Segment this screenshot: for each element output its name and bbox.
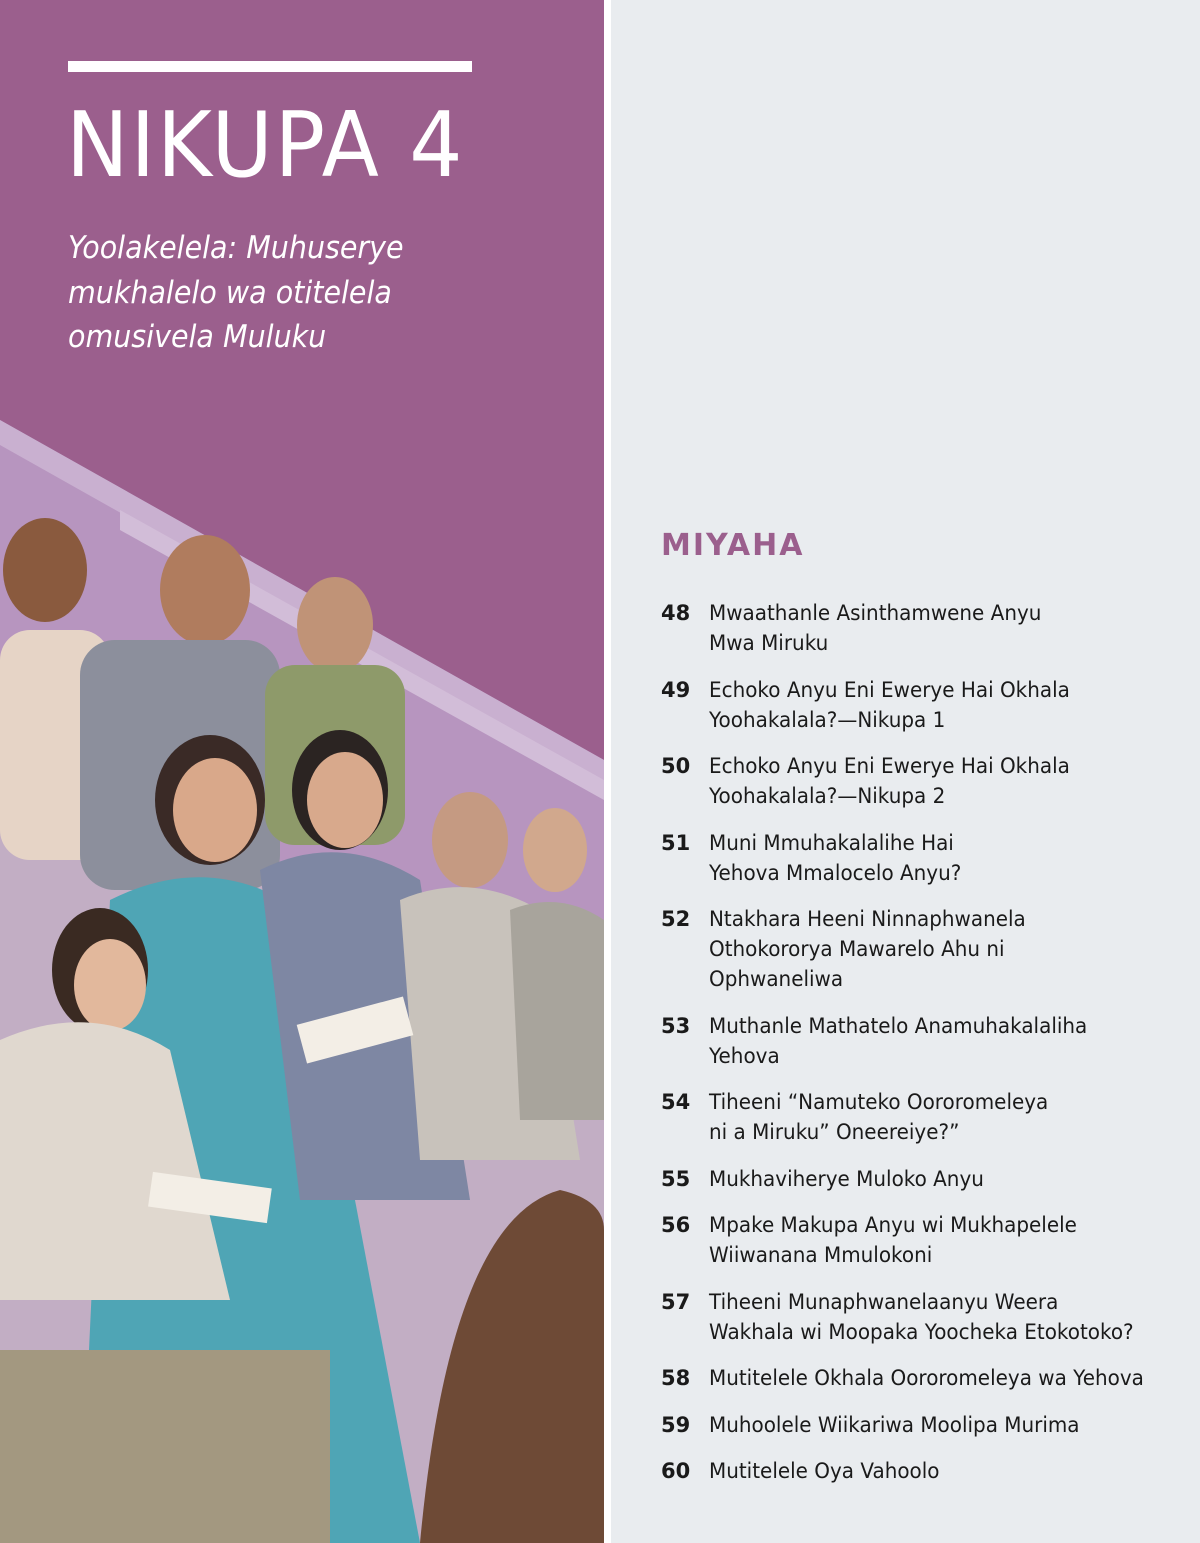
title-rule	[68, 61, 472, 72]
page-gutter	[604, 0, 611, 1543]
lesson-title-line: Wakhala wi Moopaka Yoocheka Etokotoko?	[709, 1319, 1134, 1344]
lesson-title-line: Wiiwanana Mmulokoni	[709, 1243, 933, 1267]
contents-item[interactable]	[661, 598, 1181, 658]
contents-item[interactable]	[661, 751, 1181, 811]
subtitle-line: Yoolakelela: Muhuserye	[68, 230, 404, 266]
lesson-number: 51	[661, 830, 691, 855]
contents-item[interactable]	[661, 675, 1181, 735]
lesson-number: 48	[661, 601, 691, 625]
lesson-title-line: Mutitelele Okhala Oororomeleya wa Yehova	[709, 1366, 1144, 1390]
lesson-number: 57	[661, 1289, 691, 1314]
lesson-title	[709, 1287, 1156, 1347]
lesson-title-line: Yehova	[709, 1043, 780, 1068]
lesson-title	[709, 904, 1042, 994]
lesson-number: 49	[661, 677, 691, 702]
lesson-title-line: Muthanle Mathatelo Anamuhakalaliha	[709, 1013, 1088, 1038]
contents-item[interactable]	[661, 1287, 1181, 1347]
lesson-title-line: Echoko Anyu Eni Ewerye Hai Okhala	[709, 754, 1070, 778]
lesson-number: 50	[661, 754, 691, 778]
contents-item[interactable]	[661, 1087, 1181, 1147]
lesson-title	[709, 1410, 1099, 1440]
congregation-illustration	[0, 400, 604, 1543]
contents-item[interactable]	[661, 1363, 1181, 1393]
lesson-title-line: Ntakhara Heeni Ninnaphwanela	[709, 907, 1026, 931]
lesson-number: 55	[661, 1166, 691, 1191]
lesson-title-line: Mukhaviherye Muloko Anyu	[709, 1166, 984, 1191]
lesson-number: 52	[661, 907, 691, 931]
lesson-title	[709, 1087, 1066, 1147]
lesson-number: 56	[661, 1213, 691, 1237]
lesson-title-line: Muhoolele Wiikariwa Moolipa Murima	[709, 1412, 1080, 1437]
lesson-number: 59	[661, 1412, 691, 1437]
contents-heading: MIYAHA	[661, 528, 805, 563]
lesson-title	[709, 1164, 998, 1194]
page-title: NIKUPA 4	[66, 93, 465, 198]
lesson-number: 54	[661, 1090, 691, 1114]
lesson-title-line: Tiheeni Munaphwanelaanyu Weera	[709, 1289, 1059, 1314]
contents-item[interactable]	[661, 1410, 1181, 1440]
lesson-title-line: Yoohakalala?—Nikupa 1	[709, 707, 946, 732]
contents-item[interactable]	[661, 828, 1181, 888]
lesson-title-line: Yehova Mmalocelo Anyu?	[709, 860, 962, 885]
contents-item[interactable]	[661, 1456, 1181, 1486]
lesson-number: 53	[661, 1013, 691, 1038]
lesson-title-line: Tiheeni “Namuteko Oororomeleya	[709, 1090, 1049, 1114]
lesson-title-line: Mpake Makupa Anyu wi Mukhapelele	[709, 1213, 1077, 1237]
subtitle	[68, 226, 433, 360]
lesson-title-line: Mwa Miruku	[709, 631, 829, 655]
lesson-title	[709, 1363, 1167, 1393]
subtitle-line: mukhalelo wa otitelela	[68, 274, 392, 311]
lesson-title	[709, 751, 1089, 811]
lesson-number: 58	[661, 1366, 691, 1390]
lesson-title-line: Othokororya Mawarelo Ahu ni	[709, 937, 1005, 961]
lesson-title	[709, 1210, 1096, 1270]
lesson-title	[709, 675, 1089, 735]
contents-item[interactable]	[661, 1164, 1181, 1194]
lesson-title-line: Echoko Anyu Eni Ewerye Hai Okhala	[709, 677, 1070, 702]
contents-item[interactable]	[661, 904, 1181, 994]
lesson-title-line: ni a Miruku” Oneereiye?”	[709, 1120, 960, 1144]
contents-list	[661, 598, 1181, 1503]
lesson-title-line: Yoohakalala?—Nikupa 2	[709, 784, 946, 808]
lesson-title	[709, 1456, 952, 1486]
lesson-title	[709, 598, 1059, 658]
lesson-title	[709, 828, 975, 888]
contents-item[interactable]	[661, 1210, 1181, 1270]
contents-item[interactable]	[661, 1011, 1181, 1071]
lesson-title-line: Ophwaneliwa	[709, 967, 844, 991]
lesson-title-line: Mutitelele Oya Vahoolo	[709, 1459, 940, 1483]
lesson-number: 60	[661, 1459, 691, 1483]
subtitle-line: omusivela Muluku	[68, 319, 327, 355]
lesson-title	[709, 1011, 1107, 1071]
lesson-title-line: Mwaathanle Asinthamwene Anyu	[709, 601, 1042, 625]
lesson-title-line: Muni Mmuhakalalihe Hai	[709, 830, 954, 855]
